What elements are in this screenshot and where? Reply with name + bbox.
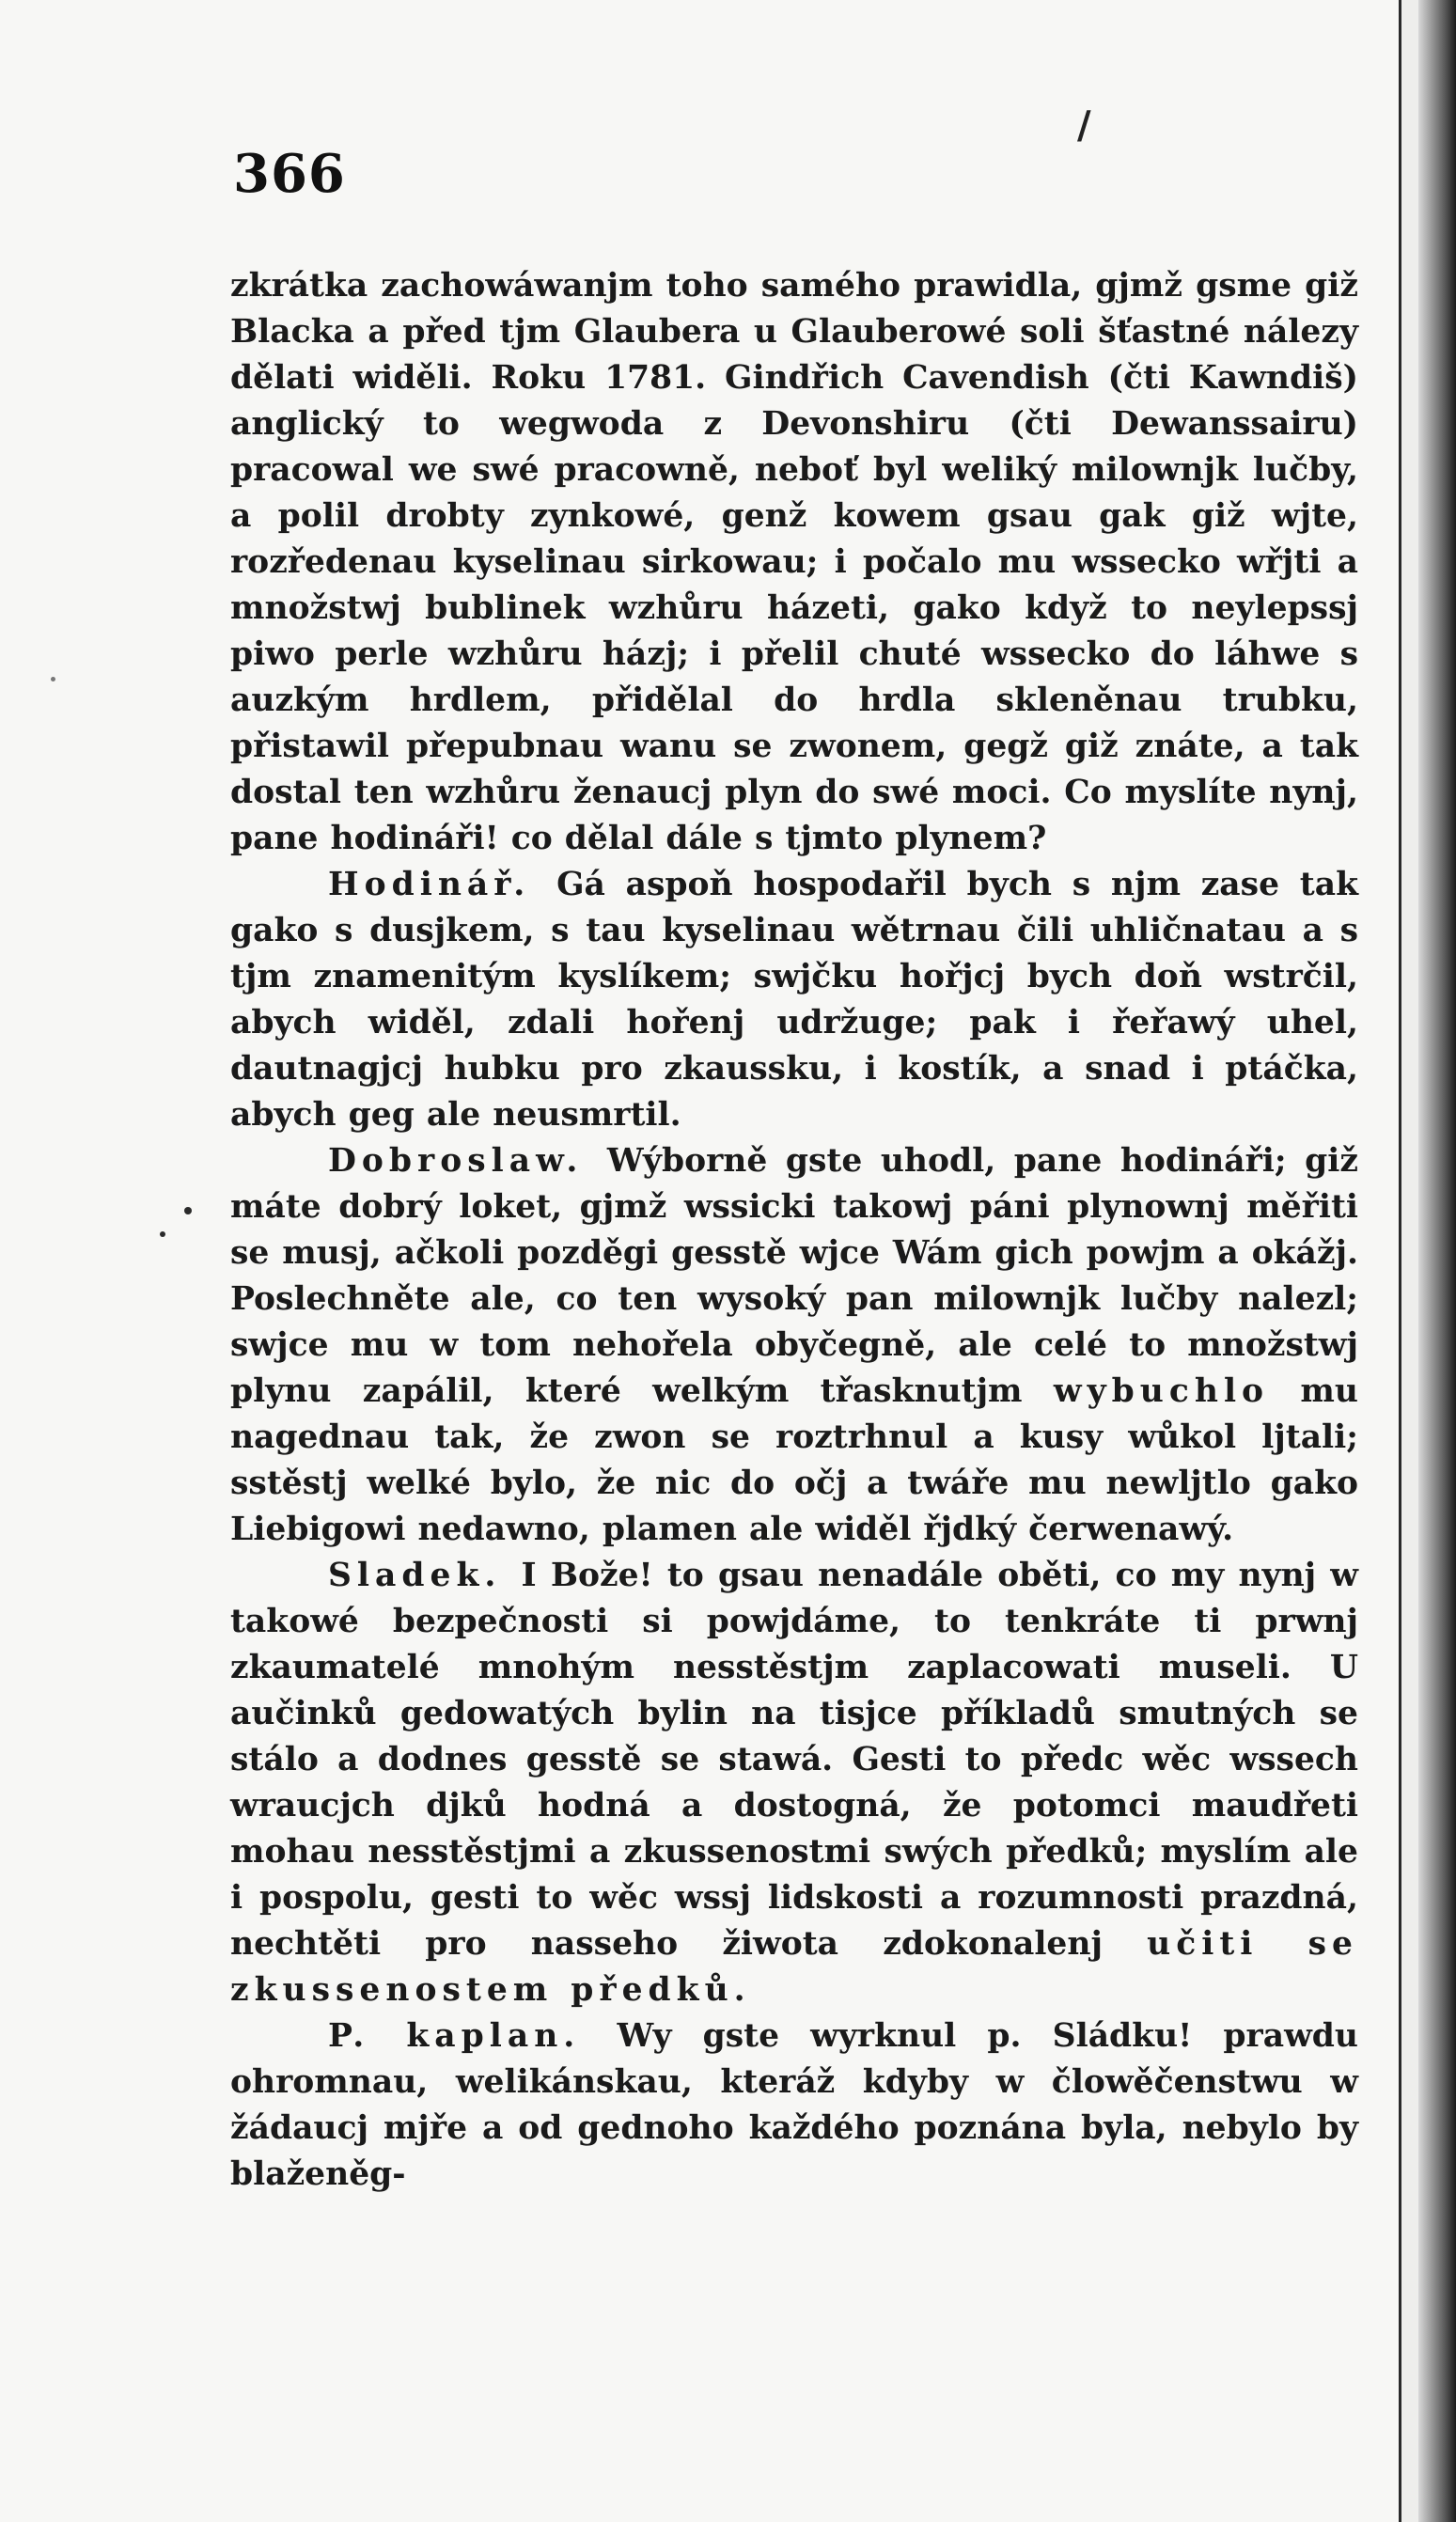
paragraph <box>230 1553 1358 2013</box>
paragraph-text: I Bože! to gsau nenadále oběti, co my nynj w takowé bezpečnosti si powjdáme, to tenkráte ti prwnj zkaumatelé mnohým nesstěstjm zaplacowati museli. U aučinků gedowatých bylin na tisjce příkladů smutných se stálo a dodnes gesstě se stawá. Gesti to předc wěc wssech wraucjch djků hodná a dostogná, že potomci maudřeti mohau nesstěstjmi a zkussenostmi swých předků; myslím ale i pospolu, gesti to wěc wssj lidskosti a rozumnosti prazdná, nechtěti pro nasseho žiwota zdokonalenj <box>230 1557 1358 1963</box>
corner-mark: / <box>1077 103 1091 148</box>
speaker-name: Sladek. <box>328 1557 502 1594</box>
paragraph-text: Gá aspoň hospodařil bych s njm zase tak gako s dusjkem, s tau kyselinau wětrnau čili uhličnatau a s tjm znamenitým kyslíkem; swjčku hořjcj bych doň wstrčil, abych widěl, zdali hořenj udržuge; pak i řeřawý uhel, dautnagjcj hubku pro zkaussku, i kostík, a snad i ptáčka, abych geg ale neusmrtil. <box>230 866 1358 1134</box>
page-number: 366 <box>233 143 346 205</box>
paragraph-text: Wy gste wyrknul p. Sládku! prawdu ohromnau, welikánskau, kteráž kdyby w člowěčenstwu w žádaucj mjře a od gednoho každého poznána byla, nebylo by blaženěg- <box>230 2017 1358 2193</box>
speaker-name: P. kaplan. <box>328 2017 581 2055</box>
ink-speck <box>160 1231 165 1237</box>
speaker-name: Hodinář. <box>328 866 531 903</box>
paragraph <box>230 862 1358 1138</box>
ink-speck <box>51 677 55 681</box>
paragraph-text: Wýborně gste uhodl, pane hodináři; giž máte dobrý loket, gjmž wssicki takowj páni plynownj měřiti se musj, ačkoli pozděgi gesstě wjce Wám gich powjm a okážj. Poslechněte ale, co ten wysoký pan milownjk lučby nalezl; swjce mu w tom nehořela obyčegně, ale celé to množstwj plynu zapálil, které welkým třasknutjm <box>230 1142 1358 1410</box>
speaker-name: Dobroslaw. <box>328 1142 584 1180</box>
paragraph <box>230 2013 1358 2198</box>
body-text <box>230 263 1358 2198</box>
paragraph: zkrátka zachowáwanjm toho samého prawidla, gjmž gsme giž Blacka a před tjm Glaubera u Glauberowé soli šťastné nálezy dělati widěli. Roku 1781. Gindřich Cavendish (čti Kawndiš) anglický to wegwoda z Devonshiru (čti Dewanssairu) pracowal we swé pracowně, neboť byl weliký milownjk lučby, a polil drobty zynkowé, genž kowem gsau gak giž wjte, rozředenau kyselinau sirkowau; i počalo mu wssecko wřjti a množstwj bublinek wzhůru házeti, gako když to neylepssj piwo perle wzhůru házj; i přelil chuté wssecko do láhwe s auzkým hrdlem, přidělal do hrdla skleněnau trubku, přistawil přepubnau wanu se zwonem, gegž giž znáte, a tak dostal ten wzhůru ženaucj plyn do swé moci. Co myslíte nynj, pane hodináři! co dělal dále s tjmto plynem? <box>230 267 1358 857</box>
ink-speck <box>184 1207 192 1214</box>
paragraph-text: mu nagednau tak, že zwon se roztrhnul a kusy wůkol ljtali; sstěstj welké bylo, že nic do očj a twáře mu newljtlo gako Liebigowi nedawno, plamen ale widěl řjdký čerwenawý. <box>230 1372 1359 1548</box>
paragraph <box>230 1138 1358 1553</box>
emphasized-phrase: učiti se zkussenostem předků. <box>230 1925 1358 2009</box>
page-edge-line <box>1399 0 1401 2522</box>
emphasized-word: wybuchlo <box>1053 1372 1270 1410</box>
book-gutter <box>1418 0 1456 2522</box>
